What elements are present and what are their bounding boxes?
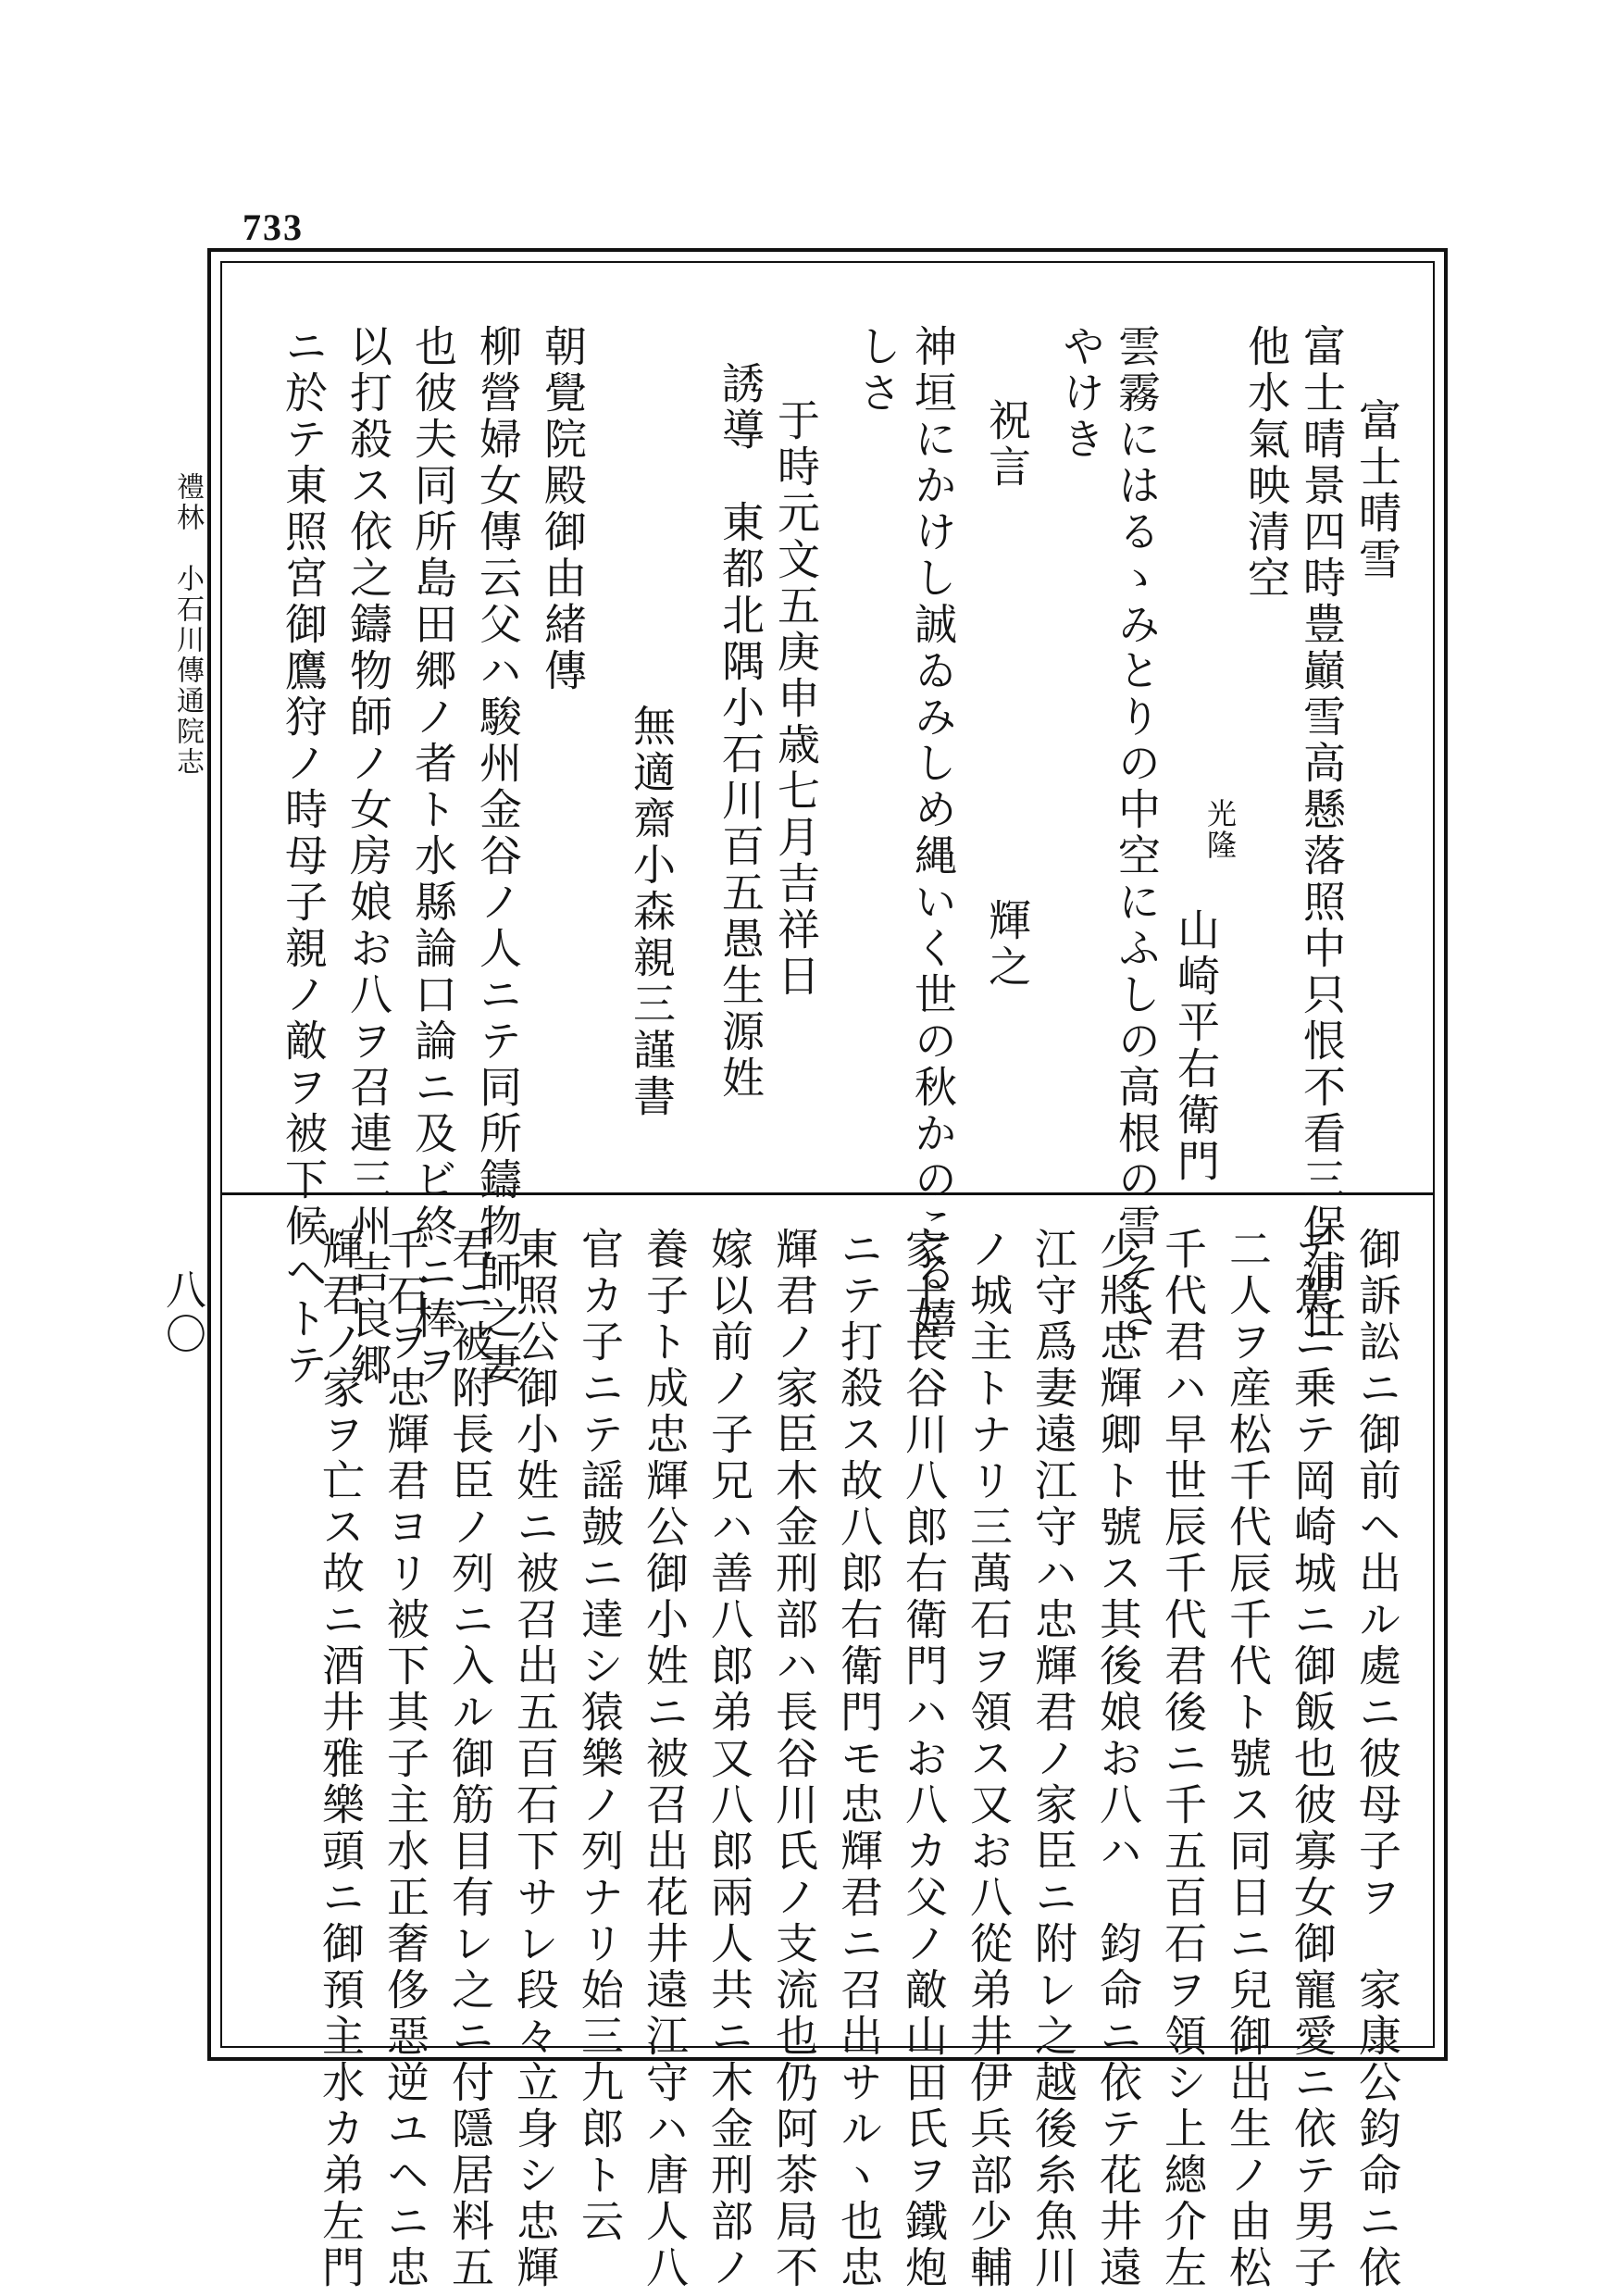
text-line: ノ城主トナリ三萬石ヲ領ス又お八從弟井伊兵部少輔 [964, 1227, 1014, 2291]
author-name: 輝之 [982, 898, 1032, 991]
text-line: 家士長谷川八郎右衛門ハお八カ父ノ敵山田氏ヲ鐵炮 [899, 1227, 949, 2291]
text-line: 官カ子ニテ謡皷ニ達シ猿樂ノ列ナリ始三九郎ト云 [575, 1227, 625, 2245]
margin-title: 禮林 小石川傳通院志 [171, 472, 204, 778]
text-line: 柳營婦女傳云父ハ駿州金谷ノ人ニテ同所鑄物師之妻 [473, 324, 523, 1389]
text-line: 千代君ハ早世辰千代君後ニ千五百石ヲ領シ上總介左 [1158, 1227, 1208, 2291]
text-line: 他水氣映清空 [1241, 324, 1291, 602]
page-number: 733 [243, 206, 304, 248]
section-heading: 祝言 [982, 398, 1032, 491]
text-line: やけき [1056, 324, 1106, 463]
poem-title: 富士晴雪 [1352, 398, 1402, 583]
text-line: 雲霧にはるゝみとりの中空にふしの高根の雪そさ [1112, 324, 1162, 1342]
margin-folio: 八〇 [158, 1268, 205, 1357]
text-line: ニテ打殺ス故八郎右衛門モ忠輝君ニ召出サルヽ也忠 [834, 1227, 884, 2291]
text-line: 富士晴景四時豊巓雪高懸落照中只恨不看三保浦任 [1297, 324, 1347, 1342]
label: 誘導 [716, 361, 765, 454]
text-line: 御訴訟ニ御前ヘ出ル處ニ彼母子ヲ 家康公鈞命ニ依 [1352, 1227, 1402, 2291]
signature: 無適齋小森親三謹書 [627, 704, 677, 1120]
text-line: 輝君ノ家臣木金刑部ハ長谷川氏ノ支流也仍阿茶局不 [769, 1227, 819, 2291]
date-line: 于時元文五庚申歳七月吉祥日 [771, 398, 821, 1000]
text-line: ニ於テ東照宮御鷹狩ノ時母子親ノ敵ヲ被下候ヘトテ [279, 324, 329, 1389]
text-line: しさ [853, 324, 902, 417]
text-line: 少將忠輝卿ト號ス其後娘お八ハ 鈞命ニ依テ花井遠 [1093, 1227, 1143, 2291]
author-note: 光隆 [1202, 798, 1238, 861]
text-line: テ駕ニ乗テ岡崎城ニ御飯也彼寡女御寵愛ニ依テ男子 [1288, 1227, 1338, 2291]
text-line: 千石ヲ忠輝君ヨリ被下其子主水正奢侈惡逆ユヘニ忠 [380, 1227, 430, 2291]
text-line: 輝君ノ家ヲ亡ス故ニ酒井雅樂頭ニ御預主水カ弟左門 [316, 1227, 366, 2291]
text-line: 以打殺ス依之鑄物師ノ女房娘お八ヲ召連三州吉良郷 [343, 324, 393, 1389]
text-line: 神垣にかけし誠ゐみしめ縄いく世の秋かのこる嬉 [908, 324, 958, 1342]
text-line: 嫁以前ノ子兄ハ善八郎弟又八郎兩人共ニ木金刑部ノ [704, 1227, 754, 2291]
text-line: 東都北隅小石川百五愚生源姓 [716, 500, 765, 1102]
text-line: 養子ト成忠輝公御小姓ニ被召出花井遠江守ハ唐人八 [640, 1227, 690, 2291]
text-line: 二人ヲ産松千代辰千代ト號ス同日ニ兒御出生ノ由松 [1223, 1227, 1273, 2291]
text-line: 君ニ被附長臣ノ列ニ入ル御筋目有レ之ニ付隱居料五 [445, 1227, 495, 2291]
text-line: 江守爲妻遠江守ハ忠輝君ノ家臣ニ附レ之越後糸魚川 [1028, 1227, 1078, 2291]
section-divider [220, 1192, 1435, 1195]
author-name: 山崎平右衛門 [1171, 907, 1221, 1185]
text-line: 東照公御小姓ニ被召出五百石下サレ段々立身シ忠輝 [510, 1227, 560, 2291]
section-heading: 朝覺院殿御由緒傳 [538, 324, 588, 694]
text-line: 也彼夫同所島田郷ノ者ト水縣論口論ニ及ビ終ニ棒ヲ [408, 324, 458, 1389]
